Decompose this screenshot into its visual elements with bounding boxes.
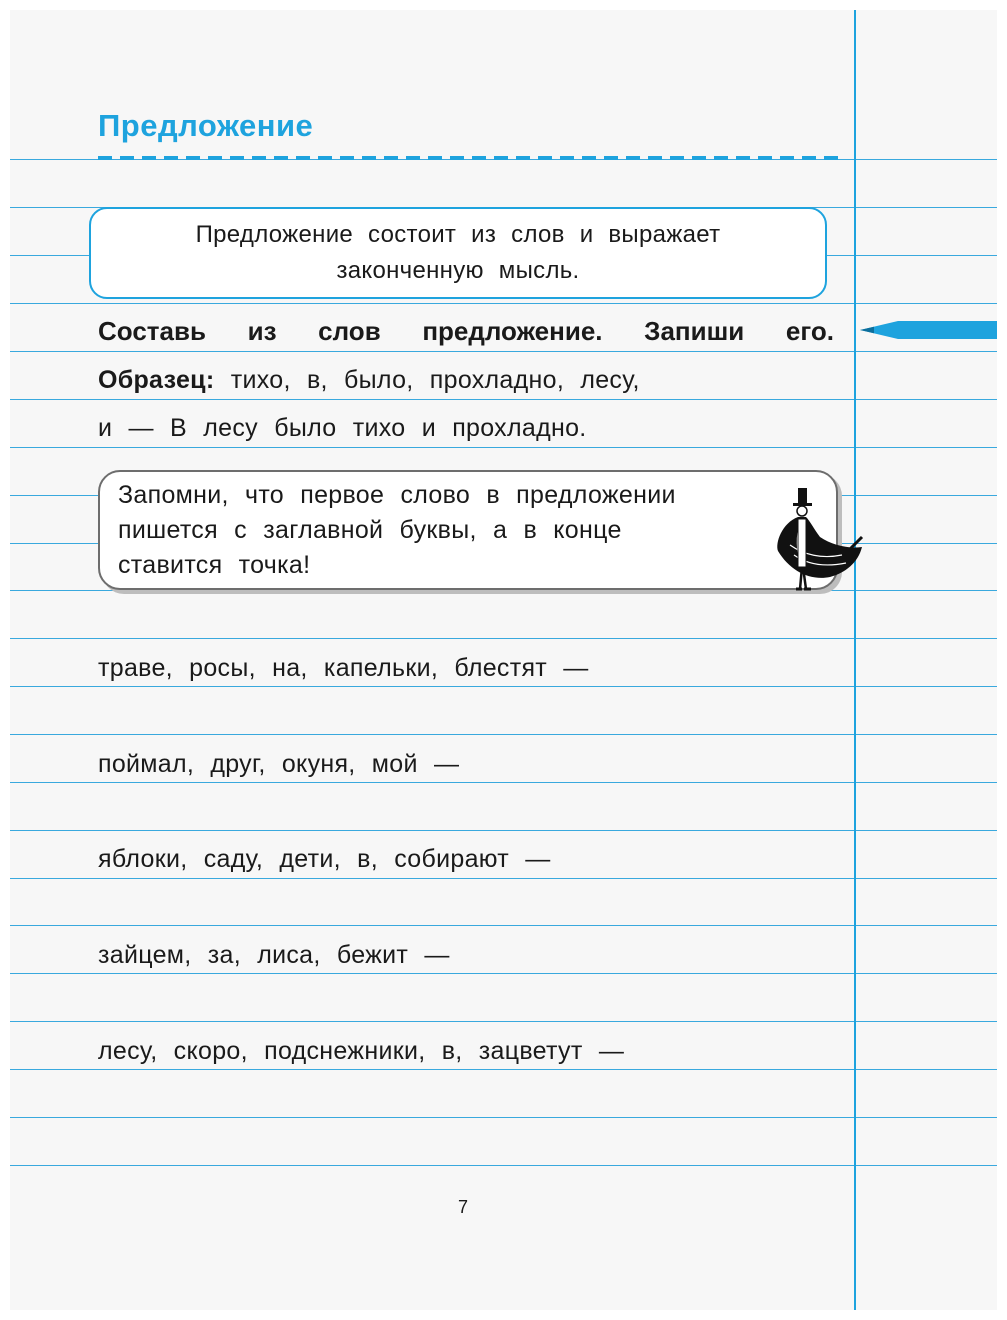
page-title: Предложение: [98, 108, 314, 143]
notebook-line: [10, 1069, 997, 1070]
task-word: Составь: [98, 316, 206, 346]
rule-box: [89, 207, 827, 299]
notebook-line: [10, 973, 997, 974]
margin-line: [854, 10, 856, 1310]
task-heading: [98, 316, 834, 347]
example-label: Образец:: [98, 366, 215, 394]
note-text: [118, 478, 758, 583]
notebook-line: [10, 686, 997, 687]
notebook-line: [10, 925, 997, 926]
notebook-line: [10, 830, 997, 831]
page-number: 7: [458, 1197, 469, 1217]
rule-text: Предложение состоит из слов и выражает законченную мысль.: [195, 221, 721, 284]
note-line: пишется с заглавной буквы, а в конце: [118, 516, 622, 544]
notebook-line: [10, 1117, 997, 1118]
pencil-marker-icon: [860, 321, 997, 339]
example-line-1: [98, 366, 640, 395]
notebook-line: [10, 351, 997, 352]
task-word: слов: [318, 316, 381, 346]
note-line: ставится точка!: [118, 551, 311, 579]
title-underline: [98, 156, 838, 160]
task-word: Запиши: [644, 316, 745, 346]
notebook-line: [10, 303, 997, 304]
task-word: его.: [785, 316, 834, 346]
conjurer-figure-icon: [770, 485, 865, 597]
notebook-line: [10, 447, 997, 448]
task-word: из: [247, 316, 277, 346]
notebook-line: [10, 638, 997, 639]
notebook-line: [10, 782, 997, 783]
exercise-line: зайцем, за, лиса, бежит —: [98, 941, 450, 969]
note-line: Запомни, что первое слово в предложении: [118, 481, 676, 509]
task-word: предложение.: [422, 316, 603, 346]
exercise-line: лесу, скоро, подснежники, в, зацветут —: [98, 1037, 625, 1065]
exercise-line: траве, росы, на, капельки, блестят —: [98, 654, 589, 682]
note-box: [98, 470, 838, 590]
notebook-line: [10, 734, 997, 735]
notebook-line: [10, 399, 997, 400]
notebook-line: [10, 1165, 997, 1166]
exercise-line: поймал, друг, окуня, мой —: [98, 750, 460, 778]
exercise-line: яблоки, саду, дети, в, собирают —: [98, 845, 551, 873]
example-line-2: и — В лесу было тихо и прохладно.: [98, 414, 587, 442]
notebook-line: [10, 878, 997, 879]
notebook-line: [10, 1021, 997, 1022]
example-words: тихо, в, было, прохладно, лесу,: [230, 366, 640, 394]
